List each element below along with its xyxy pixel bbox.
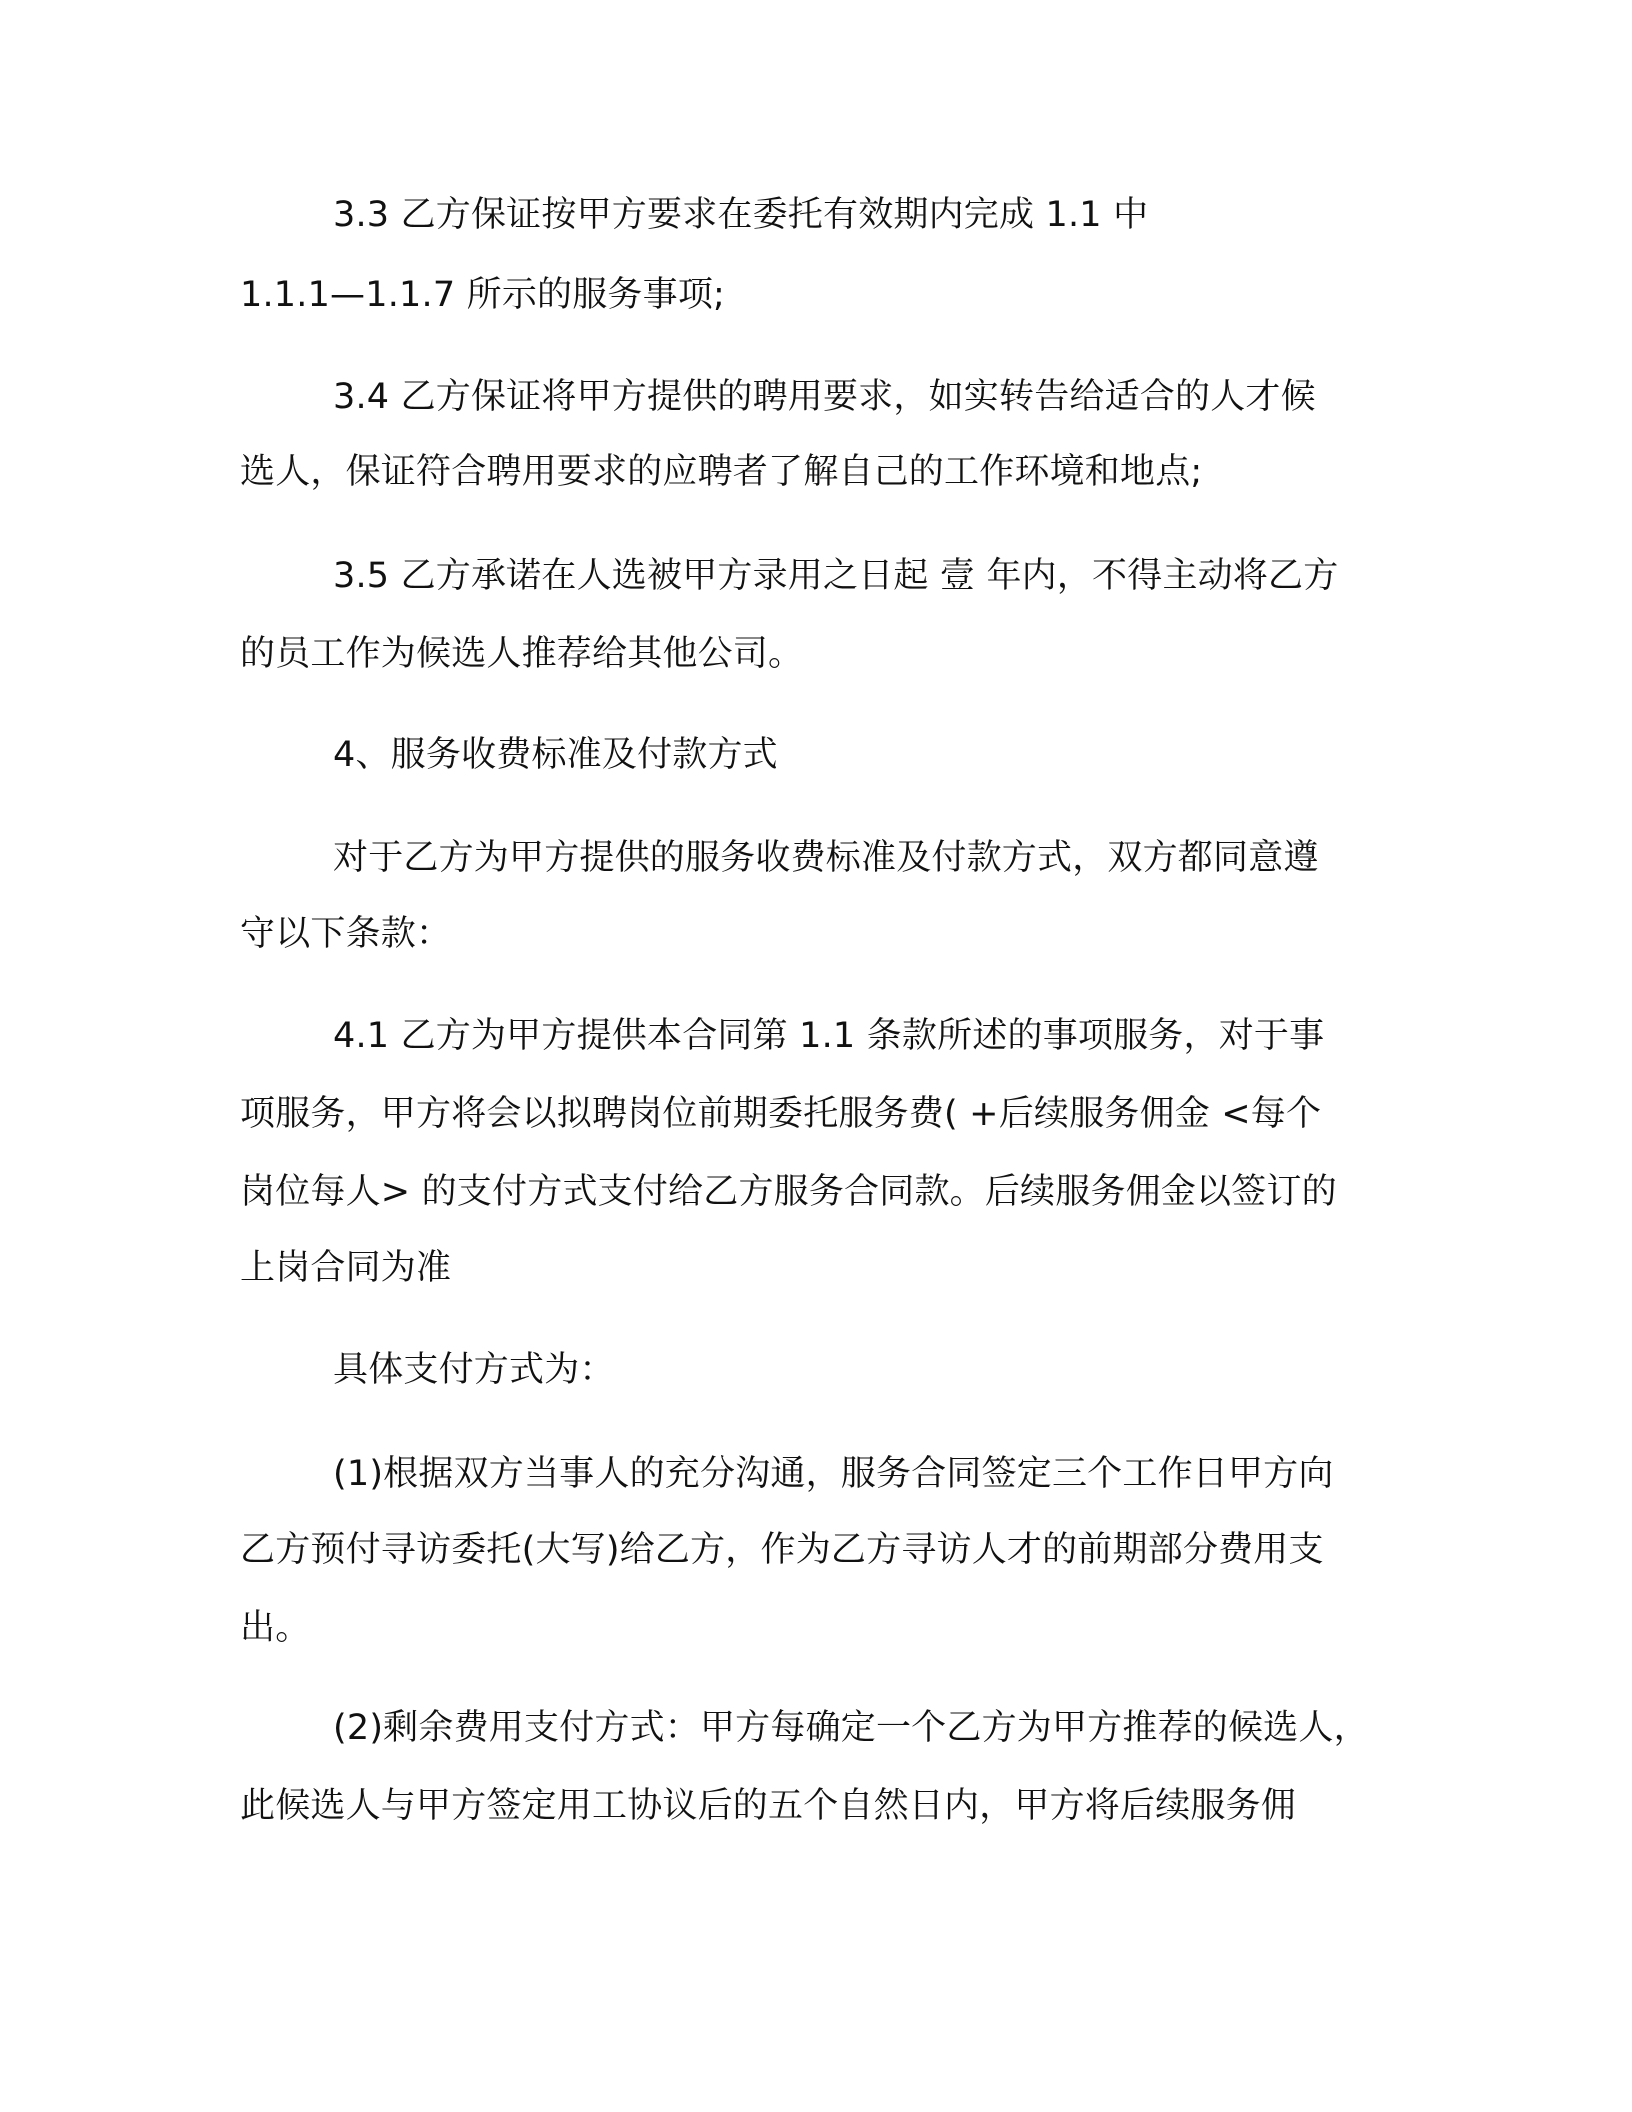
clause-3-4-line-2: 选人，保证符合聘用要求的应聘者了解自己的工作环境和地点; xyxy=(240,452,1203,492)
payment-item-1-line-1: (1)根据双方当事人的充分沟通，服务合同签定三个工作日甲方向 xyxy=(333,1454,1334,1494)
payment-item-1-line-3: 出。 xyxy=(240,1608,311,1648)
clause-4-1-line-4: 上岗合同为准 xyxy=(240,1248,452,1288)
payment-method-heading: 具体支付方式为： xyxy=(333,1350,615,1390)
payment-item-1-line-2: 乙方预付寻访委托(大写)给乙方，作为乙方寻访人才的前期部分费用支 xyxy=(240,1530,1324,1570)
clause-4-1-line-1: 4.1 乙方为甲方提供本合同第 1.1 条款所述的事项服务，对于事 xyxy=(333,1016,1325,1056)
section-4-intro-line-1: 对于乙方为甲方提供的服务收费标准及付款方式，双方都同意遵 xyxy=(333,838,1319,878)
section-4-intro-line-2: 守以下条款： xyxy=(240,914,452,954)
clause-3-3-line-1: 3.3 乙方保证按甲方要求在委托有效期内完成 1.1 中 xyxy=(333,195,1149,235)
clause-3-3-line-2: 1.1.1—1.1.7 所示的服务事项; xyxy=(240,275,726,315)
clause-3-4-line-1: 3.4 乙方保证将甲方提供的聘用要求，如实转告给适合的人才候 xyxy=(333,377,1316,417)
payment-item-2-line-2: 此候选人与甲方签定用工协议后的五个自然日内，甲方将后续服务佣 xyxy=(240,1786,1297,1826)
section-4-heading: 4、服务收费标准及付款方式 xyxy=(333,735,778,775)
clause-3-5-line-1: 3.5 乙方承诺在人选被甲方录用之日起 壹 年内，不得主动将乙方 xyxy=(333,556,1339,596)
payment-item-2-line-1: (2)剩余费用支付方式：甲方每确定一个乙方为甲方推荐的候选人， xyxy=(333,1708,1369,1748)
clause-3-5-line-2: 的员工作为候选人推荐给其他公司。 xyxy=(240,634,804,674)
clause-4-1-line-2: 项服务，甲方将会以拟聘岗位前期委托服务费( +后续服务佣金 <每个 xyxy=(240,1094,1322,1134)
clause-4-1-line-3: 岗位每人> 的支付方式支付给乙方服务合同款。后续服务佣金以签订的 xyxy=(240,1172,1337,1212)
